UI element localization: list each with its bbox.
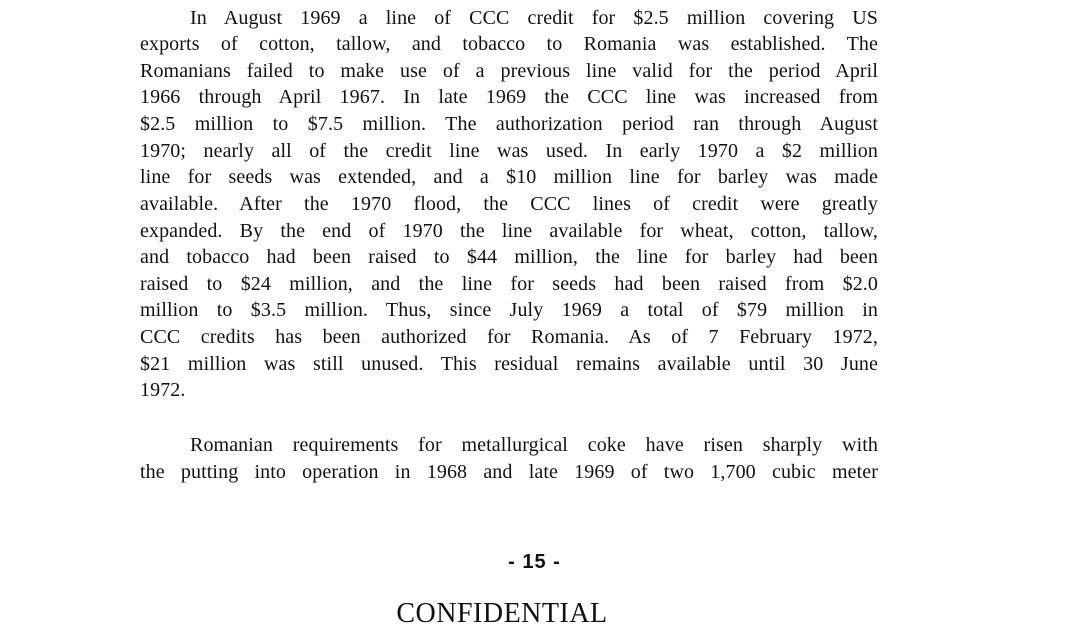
text-line: $2.5 million to $7.5 million. The authorization period ran through August: [140, 113, 878, 135]
text-line: and tobacco had been raised to $44 million, the line for barley had been: [140, 246, 878, 268]
text-line: 1966 through April 1967. In late 1969 the CCC line was increased from: [140, 86, 878, 108]
text-line: 1972.: [140, 379, 186, 401]
classification-marking: CONFIDENTIAL: [396, 598, 608, 629]
page-number: - 15 -: [508, 551, 561, 573]
text-line: expanded. By the end of 1970 the line available for wheat, cotton, tallow,: [140, 220, 878, 242]
text-line: line for seeds was extended, and a $10 million line for barley was made: [140, 166, 878, 188]
text-line: raised to $24 million, and the line for seeds had been raised from $2.0: [140, 273, 878, 295]
text-line: In August 1969 a line of CCC credit for $2.5 million covering US: [190, 7, 878, 29]
text-line: million to $3.5 million. Thus, since July 1969 a total of $79 million in: [140, 299, 878, 321]
text-line: $21 million was still unused. This residual remains available until 30 June: [140, 353, 878, 375]
text-line: Romanian requirements for metallurgical coke have risen sharply with: [190, 434, 878, 456]
text-line: available. After the 1970 flood, the CCC lines of credit were greatly: [140, 193, 878, 215]
text-line: exports of cotton, tallow, and tobacco to Romania was established. The: [140, 33, 878, 55]
text-line: Romanians failed to make use of a previous line valid for the period April: [140, 60, 878, 82]
text-line: the putting into operation in 1968 and late 1969 of two 1,700 cubic meter: [140, 461, 878, 483]
text-line: 1970; nearly all of the credit line was used. In early 1970 a $2 million: [140, 140, 878, 162]
text-line: CCC credits has been authorized for Romania. As of 7 February 1972,: [140, 326, 878, 348]
